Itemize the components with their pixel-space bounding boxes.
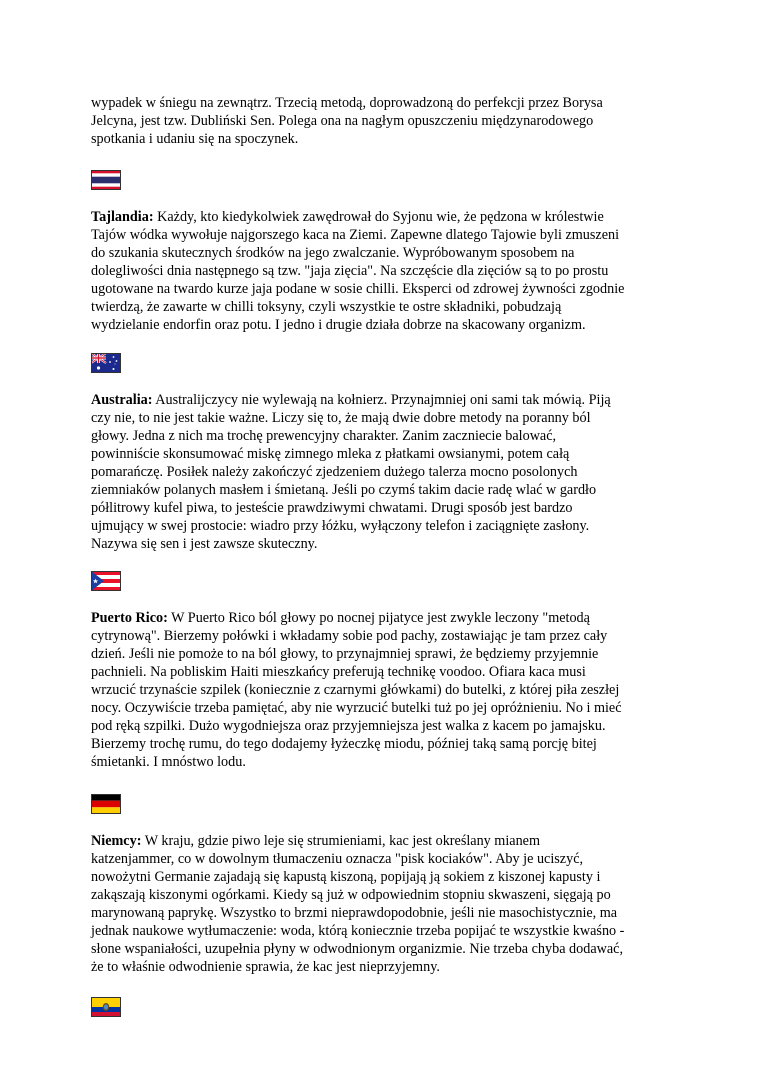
country-name: Puerto Rico: xyxy=(91,610,168,626)
intro-line: Jelcyna, jest tzw. Dubliński Sen. Polega ona na nagłym opuszczeniu międzynarodowego xyxy=(91,113,594,129)
puerto-rico-flag-icon xyxy=(91,571,121,591)
country-name: Tajlandia: xyxy=(91,209,154,225)
paragraph-line: dolegliwości dnia następnego są tzw. "jaja zięcia". Na szczęście dla zięciów są to po prostu xyxy=(91,263,609,279)
thailand-flag-icon xyxy=(91,170,121,190)
paragraph-line: nocy. Oczywiście trzeba pamiętać, aby nie wyrzucić butelki tuż po jej opróżnieniu. No i mieć xyxy=(91,700,622,716)
paragraph-line: półlitrowy kufel piwa, to jesteście prawdziwymi chwatami. Drugi sposób jest bardzo xyxy=(91,500,573,516)
paragraph-line: marynowaną paprykę. Wszystko to brzmi nieprawdopodobnie, jeśli nie masochistycznie, ma xyxy=(91,905,618,921)
country-name: Niemcy: xyxy=(91,833,142,849)
paragraph-line: słone wspaniałości, uzupełnia płyny w odwodnionym organizmie. Nie trzeba chyba dodawać, xyxy=(91,941,624,957)
paragraph-line: zakąszają kiszonymi ogórkami. Kiedy są już w odpowiednim stopniu skwaszeni, sięgają po xyxy=(91,887,611,903)
paragraph-line: czy nie, to nie jest takie ważne. Liczy się to, że mają dwie dobre metody na poranny ból xyxy=(91,410,591,426)
paragraph-line: wrzucić trzynaście szpilek (koniecznie z czarnymi główkami) do butelki, z której piła zeszłej xyxy=(91,682,620,698)
germany-flag-icon xyxy=(91,794,121,814)
paragraph-line: ugotowane na twardo kurze jaja podane w sosie chilli. Eksperci od zdrowej żywności zgodnie xyxy=(91,281,625,297)
intro-line: spotkania i udaniu się na spoczynek. xyxy=(91,131,299,147)
paragraph-line: pod ręką szpilki. Dużo wygodniejsza oraz przyjemniejsza jest walka z kacem po jamajsku. xyxy=(91,718,606,734)
paragraph-line: że to właśnie odwodnienie sprawia, że kac jest nieprzyjemny. xyxy=(91,959,440,975)
paragraph-line: powinniście skonsumować miskę zimnego mleka z płatkami owsianymi, potem całą xyxy=(91,446,570,462)
paragraph-line: Tajów wódka wywołuje najgorszego kaca na Ziemi. Zapewne dlatego Tajowie byli zmuszeni xyxy=(91,227,620,243)
paragraph-line: jednak naukowe wytłumaczenie: woda, którą koniecznie trzeba popijać te wszystkie kwaśno - xyxy=(91,923,625,939)
paragraph-line: W kraju, gdzie piwo leje się strumieniami, kac jest określany mianem xyxy=(141,833,541,849)
paragraph-line: wydzielanie endorfin oraz potu. I jedno i drugie działa dobrze na skacowany organizm. xyxy=(91,317,586,333)
thailand-paragraph xyxy=(91,208,671,334)
paragraph-line: Bierzemy trochę rumu, do tego dodajemy łyżeczkę miodu, później taką samą porcję bitej xyxy=(91,736,597,752)
australia-flag-icon xyxy=(91,353,121,373)
paragraph-line: cytrynową". Bierzemy połówki i wkładamy sobie pod pachy, zostawiając je tam przez cały xyxy=(91,628,608,644)
paragraph-line: głowy. Jedna z nich ma trochę prewencyjny charakter. Zanim zaczniecie balować, xyxy=(91,428,557,444)
paragraph-line: Każdy, kto kiedykolwiek zawędrował do Syjonu wie, że pędzona w królestwie xyxy=(153,209,604,225)
paragraph-line: W Puerto Rico ból głowy po nocnej pijatyce jest zwykle leczony "metodą xyxy=(167,610,590,626)
country-name: Australia: xyxy=(91,392,153,408)
paragraph-line: twierdzą, że zawarte w chilli toksyny, czyli wszystkie te ostre składniki, pobudzają xyxy=(91,299,562,315)
paragraph-line: ujmujący w swej prostocie: wiadro przy łóżku, wyłączony telefon i zaciągnięte zasłony. xyxy=(91,518,590,534)
paragraph-line: pomarańczę. Posiłek należy zakończyć zjedzeniem dużego talerza mocno posolonych xyxy=(91,464,578,480)
intro-line: wypadek w śniegu na zewnątrz. Trzecią metodą, doprowadzoną do perfekcji przez Borysa xyxy=(91,95,603,111)
document-content xyxy=(91,94,671,1017)
paragraph-line: śmietanki. I mnóstwo lodu. xyxy=(91,754,246,770)
ecuador-flag-icon xyxy=(91,997,121,1017)
paragraph-line: ziemniaków polanych masłem i śmietaną. Jeśli po czymś takim dacie radę wlać w gardło xyxy=(91,482,597,498)
paragraph-line: pachnieli. Na pobliskim Haiti mieszkańcy preferują technikę voodoo. Ofiara kaca musi xyxy=(91,664,586,680)
puerto-rico-paragraph xyxy=(91,609,671,771)
intro-paragraph xyxy=(91,94,671,148)
paragraph-line: dzień. Jeśli nie pomoże to na ból głowy, to przynajmniej sprawi, że będziemy przyjemnie xyxy=(91,646,599,662)
paragraph-line: do szukania skutecznych środków na jego zwalczanie. Wypróbowanym sposobem na xyxy=(91,245,575,261)
paragraph-line: Nazywa się sen i jest zawsze skuteczny. xyxy=(91,536,318,552)
australia-paragraph xyxy=(91,391,671,553)
germany-paragraph xyxy=(91,832,671,976)
paragraph-line: katzenjammer, co w dowolnym tłumaczeniu oznacza "pisk kociaków". Aby je uciszyć, xyxy=(91,851,584,867)
paragraph-line: nowożytni Germanie zajadają się kapustą kiszoną, popijają ją sokiem z kiszonej kapusty i xyxy=(91,869,601,885)
paragraph-line: Australijczycy nie wylewają na kołnierz. Przynajmniej oni sami tak mówią. Piją xyxy=(152,392,611,408)
